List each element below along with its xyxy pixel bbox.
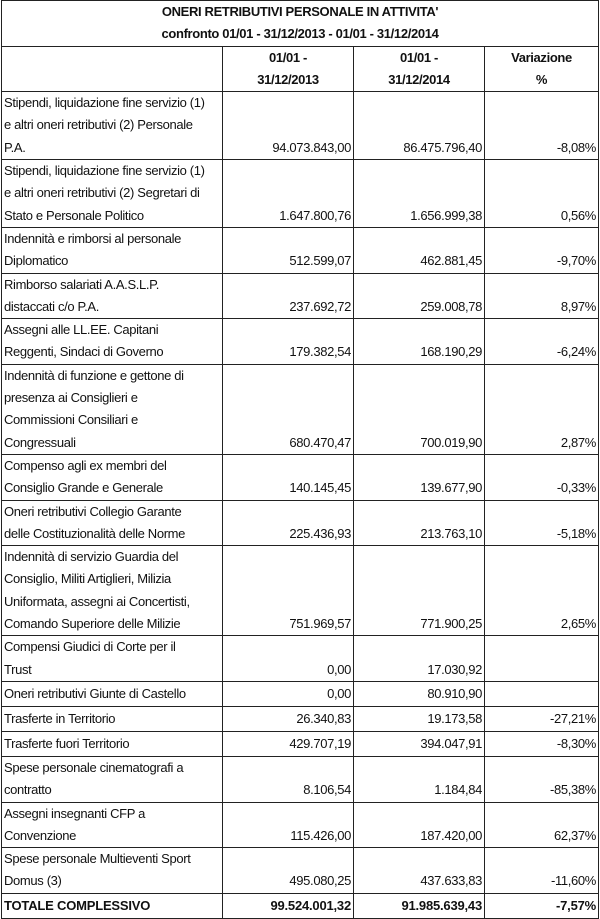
- footnote-cropped: [4, 908, 7, 918]
- table-subtitle: confronto 01/01 - 31/12/2013 - 01/01 - 31/12/2014: [2, 23, 599, 46]
- value-2014: 213.763,10: [354, 500, 485, 546]
- table-row: [2, 802, 599, 848]
- table-subtitle-row: [2, 23, 599, 46]
- value-2014: 86.475.796,40: [354, 92, 485, 160]
- variation-percent: -85,38%: [485, 756, 599, 802]
- table-row: [2, 500, 599, 546]
- row-label-line: Rimborso salariati A.A.S.L.P.: [4, 276, 160, 292]
- row-label-line: Oneri retributivi Collegio Garante: [4, 503, 182, 519]
- value-2014: 259.008,78: [354, 273, 485, 319]
- variation-percent: -11,60%: [485, 848, 599, 894]
- header-variation-line2: %: [535, 71, 548, 87]
- column-header-row: [2, 46, 599, 92]
- value-2014: 1.656.999,38: [354, 160, 485, 228]
- row-label-line: Indennità e rimborsi al personale: [4, 230, 182, 246]
- row-label-line: Oneri retributivi Giunte di Castello: [4, 685, 186, 701]
- row-label-line: Stipendi, liquidazione fine servizio (1): [4, 163, 205, 179]
- row-label-line: Uniformata, assegni ai Concertisti,: [4, 593, 190, 609]
- table-row: [2, 848, 599, 894]
- value-2013: 0,00: [223, 681, 354, 706]
- variation-percent: 2,87%: [485, 364, 599, 454]
- row-label: [2, 636, 223, 682]
- value-2014: 19.173,58: [354, 706, 485, 731]
- value-2013: 751.969,57: [223, 546, 354, 636]
- row-label-line: Spese personale cinematografi a: [4, 759, 184, 775]
- row-label-line: Assegni insegnanti CFP a: [4, 805, 145, 821]
- table-row: [2, 706, 599, 731]
- value-2013: 8.106,54: [223, 756, 354, 802]
- total-2013: 99.524.001,32: [223, 893, 354, 918]
- row-label: [2, 273, 223, 319]
- table-row: [2, 273, 599, 319]
- row-label-line: Convenzione: [4, 827, 77, 843]
- row-label-line: Consiglio, Militi Artiglieri, Milizia: [4, 571, 171, 587]
- value-2013: 94.073.843,00: [223, 92, 354, 160]
- variation-percent: -6,24%: [485, 319, 599, 365]
- row-label: [2, 848, 223, 894]
- value-2014: 80.910,90: [354, 681, 485, 706]
- table-title: ONERI RETRIBUTIVI PERSONALE IN ATTIVITA': [2, 1, 599, 24]
- row-label: [2, 364, 223, 454]
- total-variation: -7,57%: [485, 893, 599, 918]
- header-description: [2, 46, 223, 92]
- row-label-line: Spese personale Multieventi Sport: [4, 851, 191, 867]
- variation-percent: 8,97%: [485, 273, 599, 319]
- header-2013-line1: 01/01 -: [268, 49, 308, 65]
- row-label-line: Commissioni Consiliari e: [4, 412, 138, 428]
- value-2013: 115.426,00: [223, 802, 354, 848]
- value-2014: 462.881,45: [354, 227, 485, 273]
- header-2014-line2: 31/12/2014: [388, 71, 450, 87]
- row-label-line: Stipendi, liquidazione fine servizio (1): [4, 95, 205, 111]
- value-2013: 26.340,83: [223, 706, 354, 731]
- variation-percent: -0,33%: [485, 454, 599, 500]
- header-2013: [223, 46, 354, 92]
- row-label-line: Trust: [4, 661, 32, 677]
- row-label: [2, 454, 223, 500]
- total-label: TOTALE COMPLESSIVO: [2, 893, 223, 918]
- row-label-line: Diplomatico: [4, 253, 69, 269]
- row-label: [2, 500, 223, 546]
- value-2014: 700.019,90: [354, 364, 485, 454]
- row-label: [2, 227, 223, 273]
- row-label-line: Stato e Personale Politico: [4, 207, 144, 223]
- variation-percent: -9,70%: [485, 227, 599, 273]
- row-label-line: Assegni alle LL.EE. Capitani: [4, 322, 159, 338]
- header-2014-line1: 01/01 -: [399, 49, 439, 65]
- row-label-line: Trasferte in Territorio: [4, 710, 116, 726]
- row-label-line: Trasferte fuori Territorio: [4, 735, 130, 751]
- row-label: [2, 731, 223, 756]
- table-row: [2, 160, 599, 228]
- row-label-line: Indennità di funzione e gettone di: [4, 367, 184, 383]
- variation-percent: 62,37%: [485, 802, 599, 848]
- variation-percent: -8,08%: [485, 92, 599, 160]
- row-label-line: contratto: [4, 782, 52, 798]
- row-label-line: Domus (3): [4, 873, 62, 889]
- value-2013: 429.707,19: [223, 731, 354, 756]
- row-label-line: Compensi Giudici di Corte per il: [4, 639, 176, 655]
- value-2013: 1.647.800,76: [223, 160, 354, 228]
- table-row: [2, 731, 599, 756]
- value-2013: 237.692,72: [223, 273, 354, 319]
- variation-percent: -5,18%: [485, 500, 599, 546]
- row-label-line: Indennità di servizio Guardia del: [4, 549, 179, 565]
- table-row: [2, 681, 599, 706]
- header-variation: [485, 46, 599, 92]
- row-label-line: P.A.: [4, 139, 26, 155]
- table-row: [2, 92, 599, 160]
- variation-percent: [485, 636, 599, 682]
- value-2013: 680.470,47: [223, 364, 354, 454]
- row-label-line: presenza ai Consiglieri e: [4, 390, 138, 406]
- variation-percent: -8,30%: [485, 731, 599, 756]
- row-label-line: e altri oneri retributivi (2) Personale: [4, 117, 193, 133]
- table-row: [2, 636, 599, 682]
- value-2014: 139.677,90: [354, 454, 485, 500]
- value-2014: 771.900,25: [354, 546, 485, 636]
- row-label: [2, 92, 223, 160]
- header-2013-line2: 31/12/2013: [257, 71, 319, 87]
- value-2014: 187.420,00: [354, 802, 485, 848]
- table-row: [2, 319, 599, 365]
- row-label: [2, 681, 223, 706]
- header-2014: [354, 46, 485, 92]
- variation-percent: 2,65%: [485, 546, 599, 636]
- row-label-line: Consiglio Grande e Generale: [4, 480, 163, 496]
- table-row: [2, 546, 599, 636]
- expense-table-sheet: [1, 0, 598, 919]
- table-title-row: [2, 1, 599, 24]
- value-2014: 168.190,29: [354, 319, 485, 365]
- value-2014: 394.047,91: [354, 731, 485, 756]
- row-label-line: Compenso agli ex membri del: [4, 457, 167, 473]
- expense-comparison-table: [1, 0, 599, 919]
- row-label-line: delle Costituzionalità delle Norme: [4, 525, 186, 541]
- value-2013: 512.599,07: [223, 227, 354, 273]
- row-label: [2, 160, 223, 228]
- table-row: [2, 454, 599, 500]
- row-label: [2, 319, 223, 365]
- value-2013: 179.382,54: [223, 319, 354, 365]
- row-label: [2, 546, 223, 636]
- row-label-line: e altri oneri retributivi (2) Segretari di: [4, 185, 200, 201]
- table-row: [2, 227, 599, 273]
- row-label: [2, 756, 223, 802]
- value-2014: 437.633,83: [354, 848, 485, 894]
- row-label-line: distaccati c/o P.A.: [4, 298, 99, 314]
- table-row: [2, 364, 599, 454]
- header-variation-line1: Variazione: [511, 49, 572, 65]
- value-2014: 1.184,84: [354, 756, 485, 802]
- variation-percent: 0,56%: [485, 160, 599, 228]
- value-2013: 225.436,93: [223, 500, 354, 546]
- total-row: [2, 893, 599, 918]
- total-2014: 91.985.639,43: [354, 893, 485, 918]
- variation-percent: [485, 681, 599, 706]
- row-label: [2, 706, 223, 731]
- row-label-line: Congressuali: [4, 434, 76, 450]
- value-2013: 495.080,25: [223, 848, 354, 894]
- value-2013: 0,00: [223, 636, 354, 682]
- row-label-line: Reggenti, Sindaci di Governo: [4, 344, 164, 360]
- row-label-line: Comando Superiore delle Milizie: [4, 616, 181, 632]
- value-2013: 140.145,45: [223, 454, 354, 500]
- table-row: [2, 756, 599, 802]
- variation-percent: -27,21%: [485, 706, 599, 731]
- value-2014: 17.030,92: [354, 636, 485, 682]
- row-label: [2, 802, 223, 848]
